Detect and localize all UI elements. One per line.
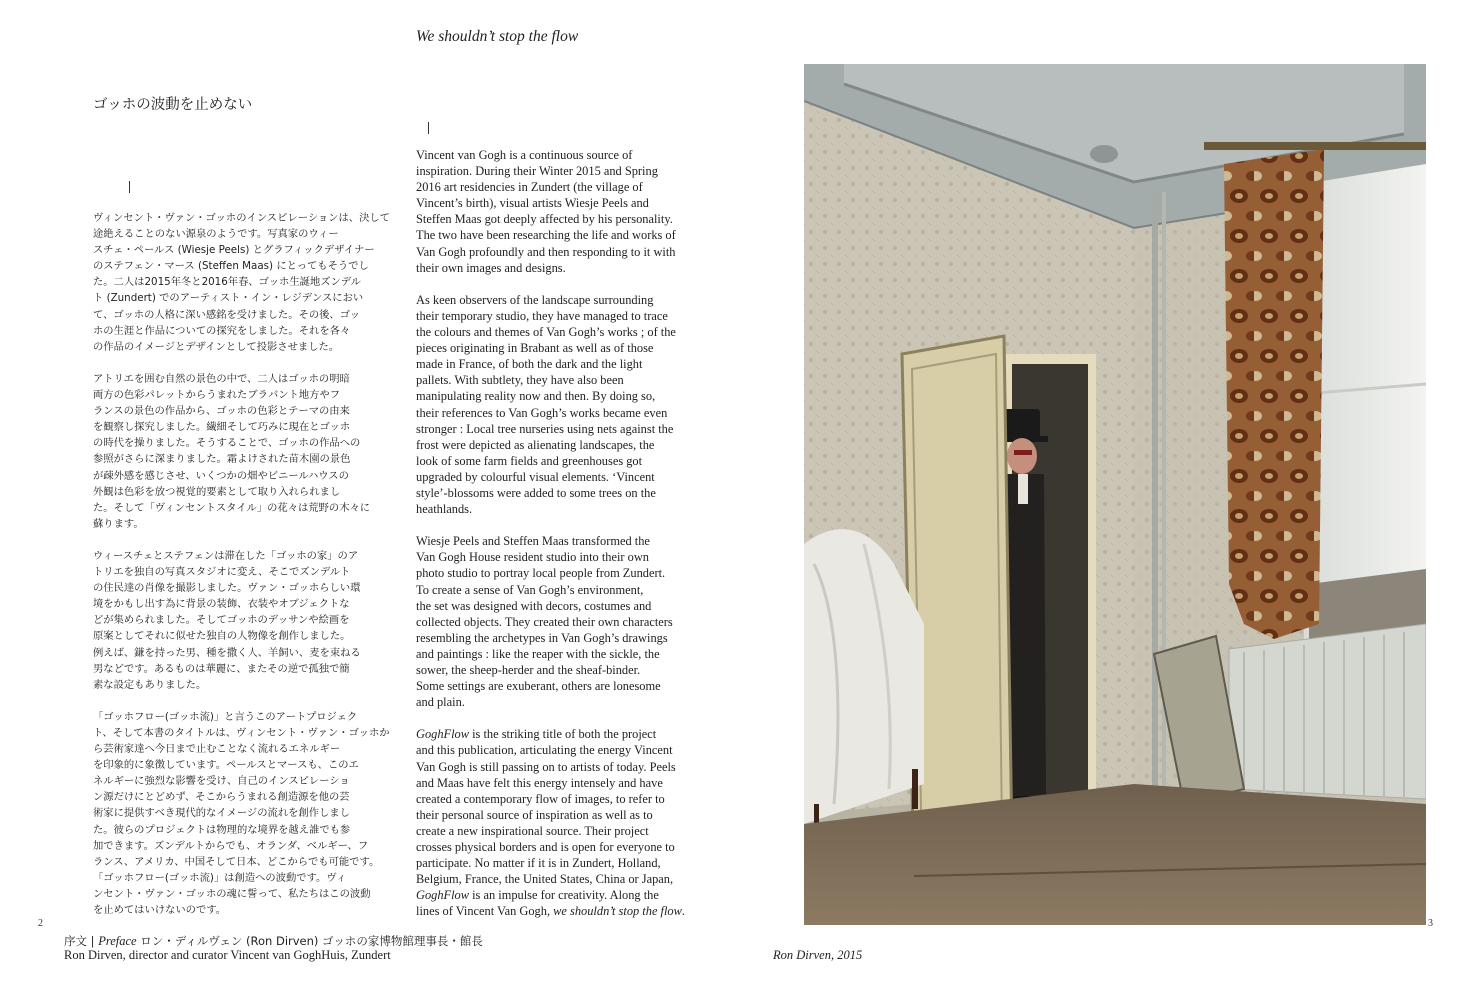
jp-paragraph-3: ウィースチェとステフェンは滞在した「ゴッホの家」のア トリエを独自の写真スタジオに変え、そこでズンデルト の住民達の肖像を撮影しました。ヴァン・ゴッホらしい環 境をかもし出す為に背景の装飾、衣装やオブジェクトな どが集められました。そしてゴッホのデッサンや絵画を 原案としてそれに似せた独自の人物像を創作しました。 例えば、鎌を持った男、種を撒く人、羊飼い、麦を束ねる 男などです。あるものは華麗に、またその逆で孤独で簡 素な設定もありました。 xyxy=(93,549,361,691)
bar-mark-en xyxy=(428,122,429,134)
en-paragraph-2: As keen observers of the landscape surrounding their temporary studio, they have managed to trace the colours and themes of Van Gogh’s works ; of the pieces originating in Brabant as well as of those made in France, of both the dark and the light pallets. With subtlety, they have also been manipulating reality now and then. By doing so, their references to Van Gogh’s works became even stronger : Local tree nurseries using nets against the frost were depicted as alienating landscapes, the look of some farm fields and greenhouses got upgraded by colourful visual elements. ‘Vincent style’-blossoms were added to some trees on the heathlands. xyxy=(416,292,676,517)
jp-paragraph-1: ヴィンセント・ヴァン・ゴッホのインスピレーションは、決して 途絶えることのない源泉のようです。写真家のウィー スチェ・ペールス (Wiesje Peels) とグラフィックデザイナー のステフェン・マース (Steffen Maas) にとってもそうでし た。二人は2015年冬と2016年春、ゴッホ生誕地ズンデル ト (Zundert) でのアーティスト・イン・レジデンスにおい て、ゴッホの人格に深い感銘を受けました。その後、ゴッ ホの生涯と作品についての探究をしました。それを各々 の作品のイメージとデザインとして投影させました。 xyxy=(93,212,390,353)
en-title-italic: GoghFlow xyxy=(416,727,470,742)
bar-mark-jp xyxy=(129,181,130,193)
en-paragraph-4 xyxy=(416,726,716,919)
en-closing-end: . xyxy=(681,904,685,919)
jp-paragraph-4: 「ゴッホフロー(ゴッホ流)」と言うこのアートプロジェク ト、そして本書のタイトルは、ヴィンセント・ヴァン・ゴッホか ら芸術家達へ今日まで止むことなく流れるエネルギー を印象的に象徴しています。ペールスとマースも、このエ ネルギーに強烈な影響を受け、自己のインスピレーショ ン源だけにとどめず、そこからうまれる創造源を他の芸 術家に提供すべき現代的なイメージの流れを創作しまし た。彼らのプロジェクトは物理的な境界を越え誰でも参 加できます。ズンデルトからでも、オランダ、ベルギー、フ ランス、アメリカ、中国そして日本、どこからでも可能です。 「ゴッホフロー(ゴッホ流)」は創造への波動です。ヴィ ンセント・ヴァン・ゴッホの魂に誓って、私たちはこの波動 を止めてはいけないのです。 xyxy=(93,710,390,917)
jp-title: ゴッホの波動を止めない xyxy=(93,97,253,113)
en-text-b: is an impulse for creativity. Along the lines of Vincent Van Gogh, xyxy=(416,888,659,919)
portrait-photo-illustration xyxy=(804,64,1426,925)
footer-en-preface: Preface xyxy=(98,934,137,948)
jp-paragraph-2: アトリエを囲む自然の景色の中で、二人はゴッホの明暗 両方の色彩パレットからうまれたブラバント地方やフ ランスの景色の作品から、ゴッホの色彩とテーマの由来 を観察し探究しました。繊細そして巧みに現在とゴッホ の時代を操りました。そうすることで、ゴッホの作品への 参照がさらに深まりました。霜よけされた苗木園の景色 が疎外感を感じさせ、いくつかの畑やビニールハウスの 外観は色彩を放つ視覚的要素として取り入れられまし た。そして「ヴィンセントスタイル」の花々は荒野の木々に 蘇ります。 xyxy=(93,372,371,530)
photo-caption: Ron Dirven, 2015 xyxy=(773,948,863,962)
footer-jp-name: ロン・ディルヴェン (Ron Dirven) ゴッホの家博物館理事長・館長 xyxy=(136,934,483,948)
en-closing-italic: we shouldn’t stop the flow xyxy=(553,904,682,919)
footer-credit-line-2: Ron Dirven, director and curator Vincent van GoghHuis, Zundert xyxy=(64,948,391,962)
portrait-photo xyxy=(804,64,1426,925)
en-body xyxy=(416,147,716,936)
page-number-left: 2 xyxy=(38,918,43,929)
en-text-a: is the striking title of both the project and this publication, articulating the energy Vincent Van Gogh is still passing on to artists of today. Peels and Maas have felt this energy intensely and have created a contemporary flow of images, to refer to their personal source of inspiration as well as to create a new inspirational source. Their project crosses physical borders and is open for everyone to participate. No matter if it is in Zundert, Holland, Belgium, France, the United States, China or Japan, xyxy=(416,727,676,887)
en-paragraph-1: Vincent van Gogh is a continuous source of inspiration. During their Winter 2015 and Spring 2016 art residencies in Zundert (the village of Vincent’s birth), visual artists Wiesje Peels and Steffen Maas got deeply affected by his personality. The two have been researching the life and works of Van Gogh profoundly and then responding to it with their own images and designs. xyxy=(416,148,676,275)
en-title-italic-2: GoghFlow xyxy=(416,888,470,903)
footer-credit-line-1 xyxy=(64,933,483,949)
jp-body xyxy=(93,210,399,934)
footer-jp-preface: 序文 | xyxy=(64,934,99,948)
en-paragraph-3: Wiesje Peels and Steffen Maas transformed the Van Gogh House resident studio into their own photo studio to portray local people from Zundert. To create a sense of Van Gogh’s environment, the set was designed with decors, costumes and collected objects. They created their own characters resembling the archetypes in Van Gogh’s drawings and paintings : like the reaper with the sickle, the sower, the sheep-herder and the sheaf-binder. Some settings are exuberant, others are lonesome and plain. xyxy=(416,534,673,710)
running-head: We shouldn’t stop the flow xyxy=(416,28,579,45)
page-number-right: 3 xyxy=(1428,918,1433,929)
